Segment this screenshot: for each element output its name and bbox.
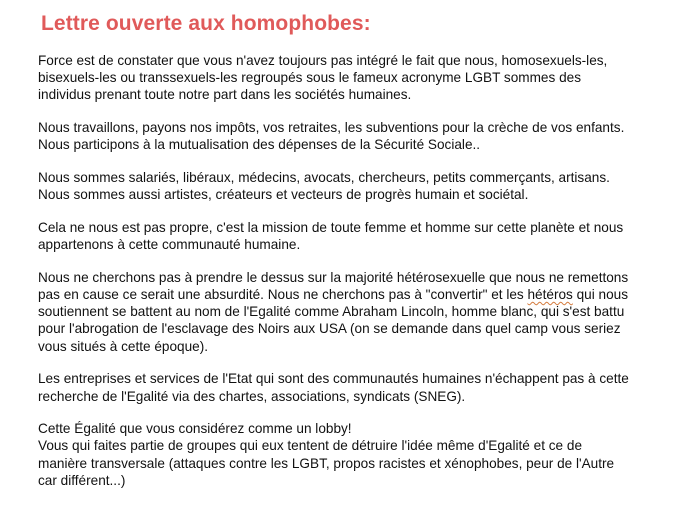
text-line: Cette Égalité que vous considérez comme un lobby! [38,421,352,437]
text-line: car différent...) [38,472,126,488]
text-segment: pas en cause ce serait une absurdité. Nous ne cherchons pas à "convertir" et les [38,287,528,303]
text-line: Nous sommes aussi artistes, créateurs et vecteurs de progrès humain et sociétal. [38,187,529,203]
paragraph-3 [38,169,688,203]
paragraph-2 [38,119,688,153]
text-segment: qui nous [572,287,628,303]
text-line: Nous sommes salariés, libéraux, médecins, avocats, chercheurs, petits commerçants, artisans. [38,170,610,186]
paragraph-6 [38,370,688,404]
text-line: Cela ne nous est pas propre, c'est la mission de toute femme et homme sur cette planète et nous [38,219,624,235]
text-line: pour l'abrogation de l'esclavage des Noirs aux USA (on se demande dans quel camp vous seriez [38,321,621,337]
text-line: Nous ne cherchons pas à prendre le dessus sur la majorité hétérosexuelle que nous ne remettons [38,269,629,285]
text-line-with-spellcheck [38,286,688,303]
paragraph-4 [38,219,688,253]
paragraph-5 [38,269,688,355]
text-line: recherche de l'Egalité via des chartes, associations, syndicats (SNEG). [38,388,466,404]
text-line: bisexuels-les ou transsexuels-les regroupés sous le fameux acronyme LGBT sommes des [38,70,581,86]
text-line: vous situés à cette époque). [38,338,209,354]
document-body [38,12,688,505]
text-line: soutiennent se battent au nom de l'Egalité comme Abraham Lincoln, homme blanc, qui s'est battu [38,304,625,320]
text-line: Force est de constater que vous n'avez toujours pas intégré le fait que nous, homosexuels-les, [38,53,608,68]
paragraph-1 [38,52,688,104]
text-line: Nous travaillons, payons nos impôts, vos retraites, les subventions pour la crèche de vos enfants. [38,120,625,136]
text-line: appartenons à cette communauté humaine. [38,237,301,253]
text-line: Nous participons à la mutualisation des dépenses de la Sécurité Sociale.. [38,137,481,153]
spellcheck-flagged-word[interactable]: hétéros [527,287,573,303]
text-line: Vous qui faites partie de groupes qui eux tentent de détruire l'idée même d'Egalité et ce de [38,438,583,454]
document-title: Lettre ouverte aux homophobes: [41,12,371,35]
text-line: Les entreprises et services de l'Etat qui sont des communautés humaines n'échappent pas à cette [38,371,629,387]
text-line: individus prenant toute notre part dans les sociétés humaines. [38,87,412,103]
paragraph-7 [38,420,688,489]
text-line: manière transversale (attaques contre les LGBT, propos racistes et xénophobes, peur de l'Autre [38,455,615,471]
